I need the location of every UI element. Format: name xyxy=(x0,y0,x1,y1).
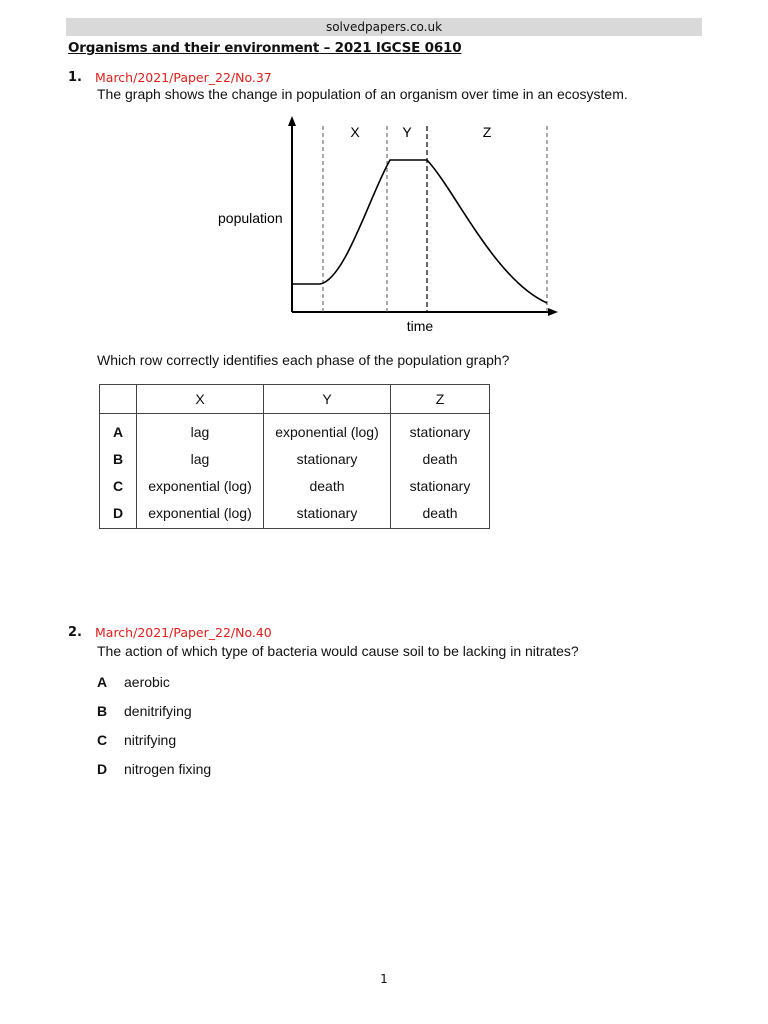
option-b xyxy=(97,703,192,719)
option-label: denitrifying xyxy=(124,703,192,719)
cell-z: stationary xyxy=(391,472,490,499)
phase-label-x: X xyxy=(350,124,360,140)
table-header-cell: Y xyxy=(264,385,391,414)
option-c xyxy=(97,732,176,748)
row-key: A xyxy=(100,414,137,446)
population-curve xyxy=(292,160,547,303)
site-header: solvedpapers.co.uk xyxy=(66,18,702,36)
row-key: C xyxy=(100,472,137,499)
y-axis-label: population xyxy=(218,210,283,226)
cell-x: lag xyxy=(137,445,264,472)
population-graph xyxy=(210,110,570,342)
question-1-text: The graph shows the change in population of an organism over time in an ecosystem. xyxy=(97,86,628,102)
row-key: D xyxy=(100,499,137,529)
option-key: B xyxy=(97,703,108,719)
option-label: aerobic xyxy=(124,674,170,690)
x-axis-arrow xyxy=(548,308,558,316)
option-key: D xyxy=(97,761,108,777)
option-label: nitrogen fixing xyxy=(124,761,212,777)
option-d xyxy=(97,761,211,777)
phase-label-y: Y xyxy=(402,124,412,140)
cell-y: stationary xyxy=(264,499,391,529)
question-1-prompt: Which row correctly identifies each phase of the population graph? xyxy=(97,352,510,368)
question-1-number: 1. xyxy=(68,70,82,85)
option-key: A xyxy=(97,674,108,690)
y-axis-arrow xyxy=(288,116,296,126)
option-a xyxy=(97,674,170,690)
document-title: Organisms and their environment – 2021 IGCSE 0610 xyxy=(68,40,462,56)
cell-z: death xyxy=(391,499,490,529)
cell-y: stationary xyxy=(264,445,391,472)
option-key: C xyxy=(97,732,108,748)
question-2-text: The action of which type of bacteria would cause soil to be lacking in nitrates? xyxy=(97,643,579,659)
cell-x: lag xyxy=(137,414,264,446)
cell-z: stationary xyxy=(391,414,490,446)
table-row xyxy=(100,499,490,529)
option-label: nitrifying xyxy=(124,732,177,748)
table-header-cell: Z xyxy=(391,385,490,414)
table-row xyxy=(100,445,490,472)
answer-table xyxy=(99,384,490,529)
cell-z: death xyxy=(391,445,490,472)
question-2-reference: March/2021/Paper_22/No.40 xyxy=(95,625,272,640)
question-2-number: 2. xyxy=(68,625,82,640)
table-row xyxy=(100,414,490,446)
table-header-cell: X xyxy=(137,385,264,414)
cell-y: exponential (log) xyxy=(264,414,391,446)
question-1-reference: March/2021/Paper_22/No.37 xyxy=(95,70,272,85)
cell-y: death xyxy=(264,472,391,499)
page-number: 1 xyxy=(380,972,388,986)
row-key: B xyxy=(100,445,137,472)
cell-x: exponential (log) xyxy=(137,499,264,529)
x-axis-label: time xyxy=(406,318,434,334)
cell-x: exponential (log) xyxy=(137,472,264,499)
table-header-cell xyxy=(100,385,137,414)
phase-label-z: Z xyxy=(482,124,492,140)
table-header-row xyxy=(100,385,490,414)
table-row xyxy=(100,472,490,499)
